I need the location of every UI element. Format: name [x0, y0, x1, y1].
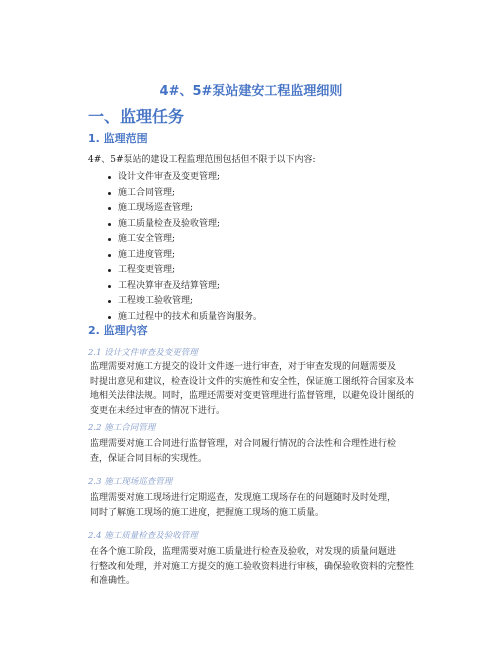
subsection-heading-content: 2. 监理内容: [88, 324, 148, 337]
bullet-icon: [108, 192, 111, 195]
paragraph-2-4: 在各个施工阶段，监理需要对施工质量进行检查及验收，对发现的质量问题进 行整改和处理，并对施工方提交的施工验收资料进行审核，确保验收资料的完整性 和准确性。: [90, 547, 415, 586]
subsection-heading-scope: 1. 监理范围: [88, 132, 148, 145]
list-item: 施工安全管理;: [88, 232, 262, 248]
document-title: 4#、5#泵站建安工程监理细则: [159, 84, 343, 99]
list-item: 工程决算审查及结算管理;: [88, 279, 262, 295]
part-heading-2-1: 2.1 设计文件审查及变更管理: [88, 348, 198, 358]
scope-list: [88, 170, 262, 325]
list-item: 施工现场巡查管理;: [88, 201, 262, 217]
list-item: 工程变更管理;: [88, 263, 262, 279]
list-item: 设计文件审查及变更管理;: [88, 170, 262, 186]
bullet-icon: [108, 300, 111, 303]
paragraph-2-2: 监理需要对施工合同进行监督管理，对合同履行情况的合法性和合理性进行检 查，保证合同目标的实现性。: [90, 439, 397, 464]
paragraph-2-3: 监理需要对施工现场进行定期巡查，发现施工现场存在的问题随时及时处理， 同时了解施工现场的施工进度，把握施工现场的施工质量。: [90, 493, 397, 518]
list-item: 施工进度管理;: [88, 248, 262, 264]
bullet-icon: [108, 269, 111, 272]
list-item: 工程竣工验收管理;: [88, 294, 262, 310]
scope-intro: 4#、5#泵站的建设工程监理范围包括但不限于以下内容:: [88, 155, 316, 165]
bullet-icon: [108, 207, 111, 210]
bullet-icon: [108, 223, 111, 226]
part-heading-2-3: 2.3 施工现场巡查管理: [88, 477, 173, 487]
part-heading-2-2: 2.2 施工合同管理: [88, 423, 156, 433]
section-heading-1: 一、监理任务: [88, 107, 185, 126]
list-item: 施工质量检查及验收管理;: [88, 217, 262, 233]
part-heading-2-4: 2.4 施工质量检查及验收管理: [88, 531, 198, 541]
bullet-icon: [108, 316, 111, 319]
list-item: 施工过程中的技术和质量咨询服务。: [88, 310, 262, 326]
bullet-icon: [108, 238, 111, 241]
bullet-icon: [108, 176, 111, 179]
bullet-icon: [108, 285, 111, 288]
bullet-icon: [108, 254, 111, 257]
paragraph-2-1: 监理需要对施工方提交的设计文件逐一进行审查，对于审查发现的问题需要及 时提出意见和建议，检查设计文件的实施性和安全性，保证施工图纸符合国家及本 地相关法律法规。同时，监理还需要对变更管理进行监督管理，以避免设计图纸的 变更在未经过审查的情况下进行。: [90, 362, 415, 416]
list-item: 施工合同管理;: [88, 186, 262, 202]
